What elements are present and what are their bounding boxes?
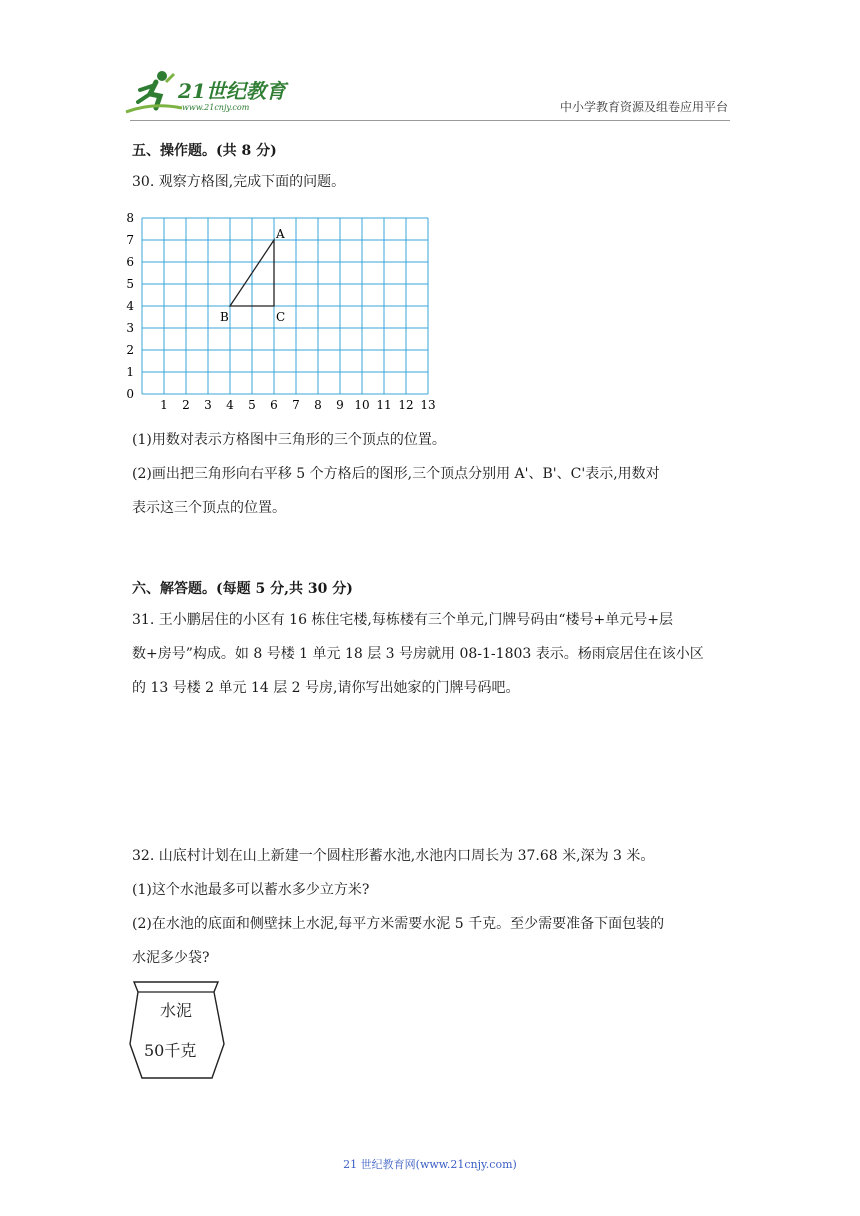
q30-part1: (1)用数对表示方格图中三角形的三个顶点的位置。 bbox=[132, 432, 446, 448]
q31-line3: 的 13 号楼 2 单元 14 层 2 号房,请你写出她家的门牌号码吧。 bbox=[132, 680, 520, 696]
site-logo bbox=[122, 68, 292, 116]
vertex-label-a: A bbox=[276, 227, 285, 241]
logo-url: www.21cnjy.com bbox=[182, 103, 250, 112]
header-divider bbox=[130, 120, 730, 121]
footer-text: 21 世纪教育网(www.21cnjy.com) bbox=[343, 1158, 517, 1171]
x-tick-label: 5 bbox=[248, 398, 256, 412]
y-tick-label: 4 bbox=[126, 299, 134, 313]
logo-title: 21世纪教育 bbox=[178, 79, 286, 103]
y-tick-label: 7 bbox=[126, 233, 134, 247]
y-tick-label: 3 bbox=[126, 321, 134, 335]
cement-bag-weight: 50千克 bbox=[144, 1041, 197, 1060]
cement-bag-label: 水泥 bbox=[160, 1001, 193, 1020]
q31-line1: 31. 王小鹏居住的小区有 16 栋住宅楼,每栋楼有三个单元,门牌号码由“楼号+单元号+层 bbox=[132, 612, 673, 628]
q32-part2-line1: (2)在水池的底面和侧壁抹上水泥,每平方米需要水泥 5 千克。至少需要准备下面包装的 bbox=[132, 916, 665, 932]
y-tick-label: 8 bbox=[126, 211, 134, 225]
x-tick-label: 3 bbox=[204, 398, 212, 412]
y-tick-label: 5 bbox=[126, 277, 134, 291]
y-tick-label: 1 bbox=[126, 365, 134, 379]
q32-line1: 32. 山底村计划在山上新建一个圆柱形蓄水池,水池内口周长为 37.68 米,深为 3 米。 bbox=[132, 848, 655, 864]
q30-part2-line1: (2)画出把三角形向右平移 5 个方格后的图形,三个顶点分别用 A'、B'、C'表示,用数对 bbox=[132, 466, 660, 482]
x-tick-label: 7 bbox=[292, 398, 300, 412]
q30-part2-line2: 表示这三个顶点的位置。 bbox=[132, 500, 286, 516]
x-tick-label: 11 bbox=[376, 398, 392, 412]
cement-bag-icon bbox=[126, 978, 230, 1084]
x-tick-label: 8 bbox=[314, 398, 322, 412]
x-tick-label: 12 bbox=[398, 398, 414, 412]
y-axis-labels bbox=[126, 211, 134, 401]
header-platform-text: 中小学教育资源及组卷应用平台 bbox=[559, 100, 728, 114]
x-tick-label: 1 bbox=[160, 398, 168, 412]
x-tick-label: 10 bbox=[354, 398, 370, 412]
runner-icon bbox=[126, 71, 182, 112]
y-tick-label: 6 bbox=[126, 255, 134, 269]
vertex-label-c: C bbox=[276, 310, 286, 324]
coordinate-grid bbox=[122, 204, 452, 416]
section-5-title: 五、操作题。(共 8 分) bbox=[132, 143, 277, 159]
vertex-label-b: B bbox=[220, 310, 229, 324]
x-tick-label: 6 bbox=[270, 398, 278, 412]
y-tick-label: 0 bbox=[126, 387, 134, 401]
q30-stem: 30. 观察方格图,完成下面的问题。 bbox=[132, 174, 346, 190]
x-tick-label: 4 bbox=[226, 398, 234, 412]
q31-line2: 数+房号”构成。如 8 号楼 1 单元 18 层 3 号房就用 08-1-1803 表示。杨雨宸居住在该小区 bbox=[132, 646, 704, 662]
x-tick-label: 9 bbox=[336, 398, 344, 412]
x-axis-labels bbox=[160, 398, 435, 412]
y-tick-label: 2 bbox=[126, 343, 134, 357]
x-tick-label: 13 bbox=[420, 398, 436, 412]
q32-part2-line2: 水泥多少袋? bbox=[132, 950, 210, 966]
x-tick-label: 2 bbox=[182, 398, 190, 412]
q32-part1: (1)这个水池最多可以蓄水多少立方米? bbox=[132, 882, 370, 898]
grid-lines bbox=[142, 218, 428, 394]
section-6-title: 六、解答题。(每题 5 分,共 30 分) bbox=[132, 581, 353, 597]
